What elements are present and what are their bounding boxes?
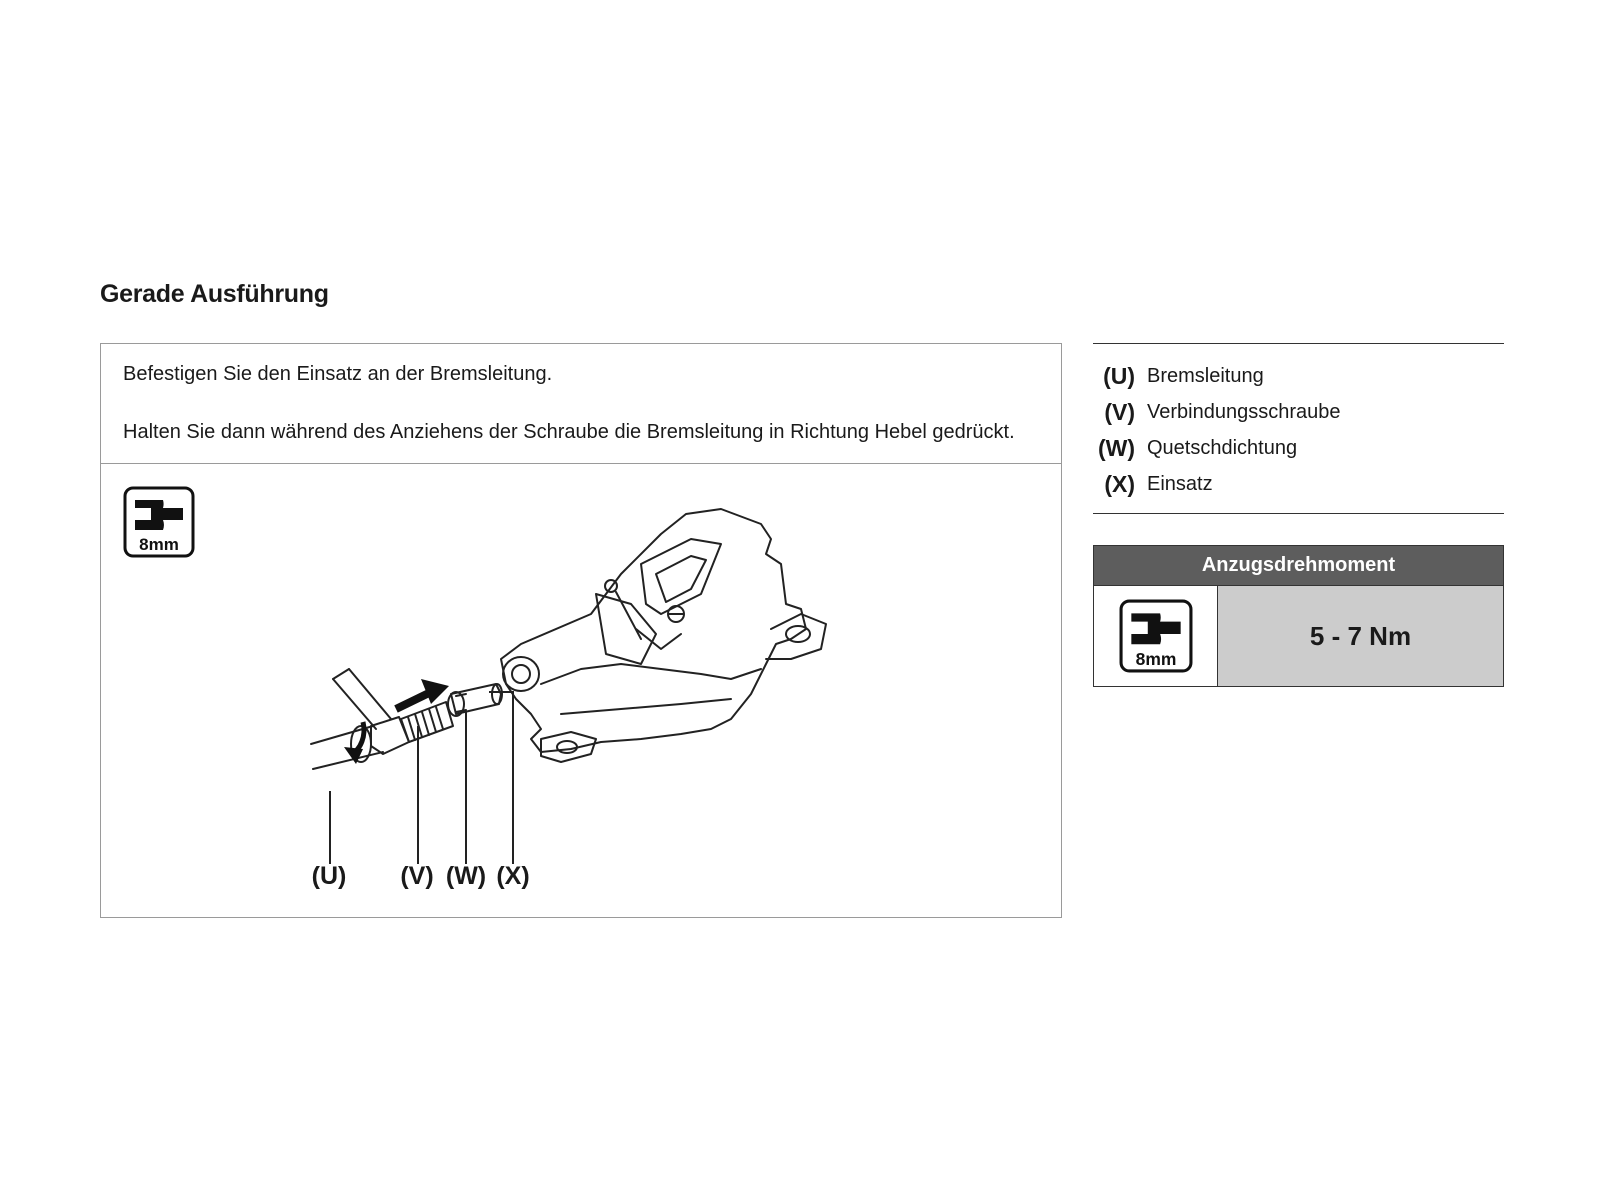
callout-x: (X) [496,862,530,890]
legend-code: (V) [1104,398,1135,425]
legend-item [1093,466,1504,502]
wrench-size-label: 8mm [139,535,179,554]
legend-text: Quetschdichtung [1147,436,1298,459]
torque-header: Anzugsdrehmoment [1094,546,1503,586]
brake-caliper-diagram [101,464,1061,917]
instruction-line-2: Halten Sie dann während des Anziehens der Schraube die Bremsleitung in Richtung Hebel gedrückt. [123,421,1015,443]
legend-text: Bremsleitung [1147,364,1264,387]
legend-item [1093,394,1504,430]
wrench-8mm-icon [1119,599,1193,673]
instruction-line-1: Befestigen Sie den Einsatz an der Bremsleitung. [123,363,553,385]
parts-legend [1093,343,1504,514]
legend-code: (W) [1097,434,1135,461]
legend-item [1093,358,1504,394]
illustration-area [101,464,1061,917]
torque-tool-cell [1094,586,1218,686]
torque-value: 5 - 7 Nm [1218,586,1503,686]
legend-text: Einsatz [1147,472,1213,495]
instruction-panel [100,343,1062,918]
instruction-text [101,344,1061,464]
legend-text: Verbindungsschraube [1147,400,1341,423]
legend-code: (X) [1104,470,1135,497]
section-title: Gerade Ausführung [100,280,329,308]
torque-table [1093,545,1504,687]
legend-code: (U) [1103,362,1135,389]
callout-w: (W) [445,862,487,890]
torque-tool-label: 8mm [1135,648,1176,669]
legend-item [1093,430,1504,466]
callout-u: (U) [311,862,347,890]
callout-v: (V) [400,862,434,890]
